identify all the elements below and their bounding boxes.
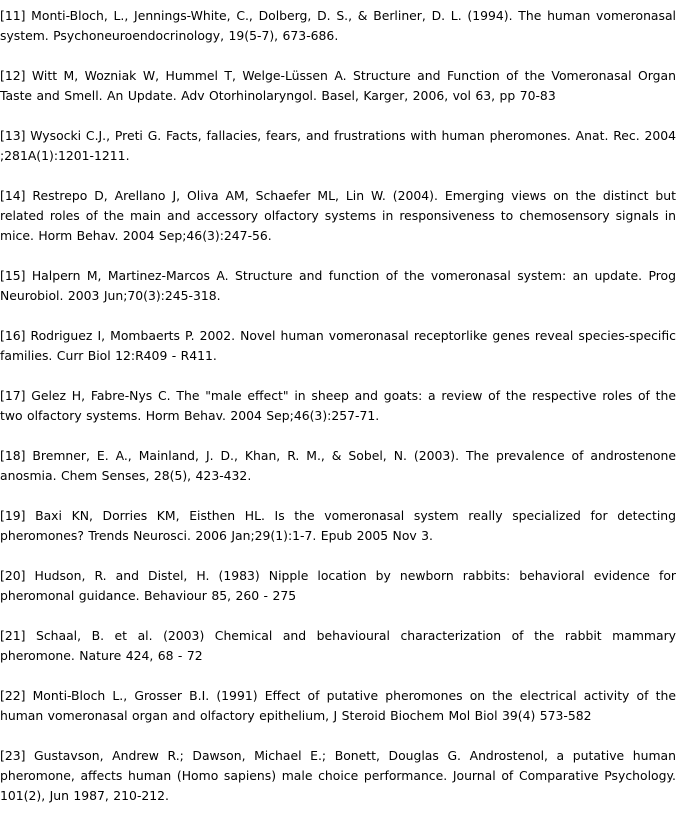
- reference-item-16: [16] Rodriguez I, Mombaerts P. 2002. Novel human vomeronasal receptorlike genes reveal species-specific families. Curr Biol 12:R409 - R411.: [0, 328, 676, 363]
- reference-item-22: [22] Monti-Bloch L., Grosser B.I. (1991) Effect of putative pheromones on the electrical activity of the human vomeronasal organ and olfactory epithelium, J Steroid Biochem Mol Biol 39(4) 573-582: [0, 688, 676, 723]
- reference-item-11: [11] Monti-Bloch, L., Jennings-White, C., Dolberg, D. S., & Berliner, D. L. (1994). The human vomeronasal system. Psychoneuroendocrinology, 19(5-7), 673-686.: [0, 8, 676, 43]
- reference-item-17: [17] Gelez H, Fabre-Nys C. The "male effect" in sheep and goats: a review of the respective roles of the two olfactory systems. Horm Behav. 2004 Sep;46(3):257-71.: [0, 388, 676, 423]
- reference-item-20: [20] Hudson, R. and Distel, H. (1983) Nipple location by newborn rabbits: behavioral evidence for pheromonal guidance. Behaviour 85, 260 - 275: [0, 568, 676, 603]
- reference-item-21: [21] Schaal, B. et al. (2003) Chemical and behavioural characterization of the rabbit mammary pheromone. Nature 424, 68 - 72: [0, 628, 676, 663]
- reference-item-18: [18] Bremner, E. A., Mainland, J. D., Khan, R. M., & Sobel, N. (2003). The prevalence of androstenone anosmia. Chem Senses, 28(5), 423-432.: [0, 448, 676, 483]
- reference-item-14: [14] Restrepo D, Arellano J, Oliva AM, Schaefer ML, Lin W. (2004). Emerging views on the distinct but related roles of the main and accessory olfactory systems in responsiveness to chemosensory signals in mice. Horm Behav. 2004 Sep;46(3):247-56.: [0, 188, 676, 243]
- reference-item-13: [13] Wysocki C.J., Preti G. Facts, fallacies, fears, and frustrations with human pheromones. Anat. Rec. 2004 ;281A(1):1201-1211.: [0, 128, 676, 163]
- reference-item-19: [19] Baxi KN, Dorries KM, Eisthen HL. Is the vomeronasal system really specialized for detecting pheromones? Trends Neurosci. 2006 Jan;29(1):1-7. Epub 2005 Nov 3.: [0, 508, 676, 543]
- reference-item-23: [23] Gustavson, Andrew R.; Dawson, Michael E.; Bonett, Douglas G. Androstenol, a putative human pheromone, affects human (Homo sapiens) male choice performance. Journal of Comparative Psychology. 101(2), Jun 1987, 210-212.: [0, 748, 676, 803]
- reference-item-15: [15] Halpern M, Martinez-Marcos A. Structure and function of the vomeronasal system: an update. Prog Neurobiol. 2003 Jun;70(3):245-318.: [0, 268, 676, 303]
- reference-item-12: [12] Witt M, Wozniak W, Hummel T, Welge-Lüssen A. Structure and Function of the Vomeronasal Organ Taste and Smell. An Update. Adv Otorhinolaryngol. Basel, Karger, 2006, vol 63, pp 70-83: [0, 68, 676, 103]
